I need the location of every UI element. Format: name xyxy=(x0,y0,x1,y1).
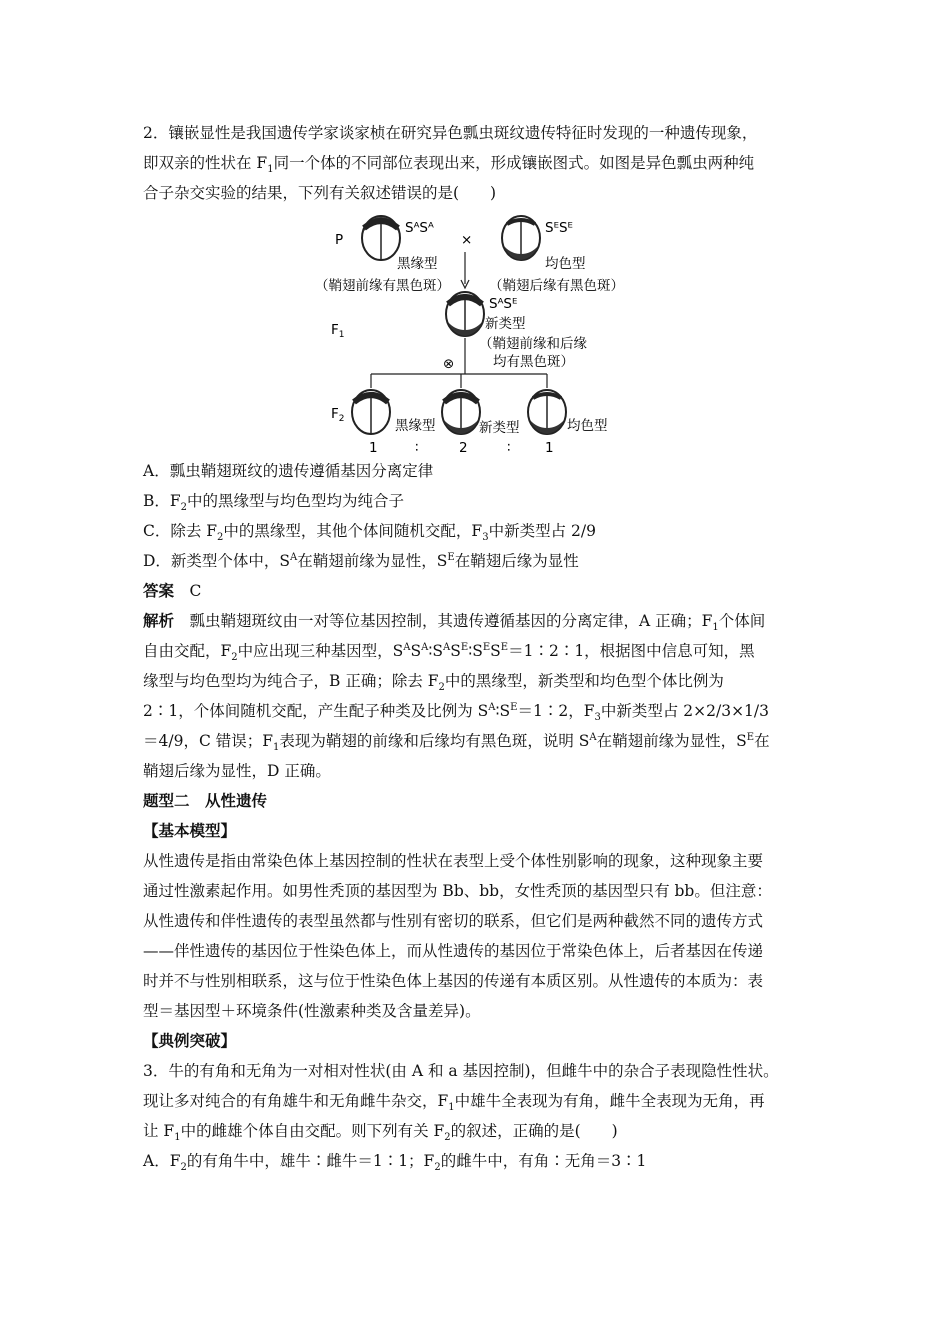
p2-genotype: SᴱSᴱ xyxy=(545,220,573,236)
q2-analysis-line1: 解析 瓢虫鞘翅斑纹由一对等位基因控制，其遗传遵循基因的分离定律，A 正确；$F_1$个体间 xyxy=(143,611,766,634)
q2-option-c: C．除去 $F_2$中的黑缘型，其他个体间随机交配，$F_3$中新类型占 2/9 xyxy=(143,522,596,544)
model-line-1: 从性遗传是指由常染色体上基因控制的性状在表型上受个体性别影响的现象，这种现象主要 xyxy=(143,852,764,870)
f1-ladybug-icon xyxy=(446,292,484,336)
f2-type2: 新类型 xyxy=(479,420,520,436)
ratio-1: 1 xyxy=(369,440,378,456)
f2-type3: 均色型 xyxy=(567,418,608,434)
q3-line2: 现让多对纯合的有角雄牛和无角雌牛杂交，$F_1$中雄牛全表现为有角，雌牛全表现为无角，再 xyxy=(143,1092,765,1114)
label-F1: $F_1$ xyxy=(331,322,345,340)
content xyxy=(143,118,823,1176)
p1-genotype: SᴬSᴬ xyxy=(405,220,434,236)
ratio-colon-1: ∶ xyxy=(415,440,419,456)
f1-genotype: SᴬSᴱ xyxy=(489,296,518,312)
p2-desc: （鞘翅后缘有黑色斑） xyxy=(489,278,624,294)
q2-option-b: B．$F_2$中的黑缘型与均色型均为纯合子 xyxy=(143,492,405,514)
basic-model-label: 【基本模型】 xyxy=(143,821,237,840)
ratio-3: 1 xyxy=(545,440,554,456)
q2-answer: 答案 C xyxy=(143,581,202,600)
q2-analysis-line3: 缘型与均色型均为纯合子，B 正确；除去 $F_2$中的黑缘型，新类型和均色型个体比例为 xyxy=(143,672,724,694)
model-line-2: 通过性激素起作用。如男性秃顶的基因型为 Bb、bb，女性秃顶的基因型只有 bb。但注意： xyxy=(143,882,772,900)
cross-symbol: × xyxy=(461,232,473,248)
label-F2: $F_2$ xyxy=(331,406,345,424)
model-line-6: 型＝基因型＋环境条件(性激素种类及含量差异)。 xyxy=(143,1002,481,1020)
q2-analysis-line4: 2∶1，个体间随机交配，产生配子种类及比例为 $S^A∶S^E=1∶2$，$F_3$中新类型占 2×2/3×1/3 xyxy=(143,701,769,724)
q2-stem-line2: 即双亲的性状在 $F_1$同一个体的不同部位表现出来，形成镶嵌图式。如图是异色瓢虫两种纯 xyxy=(143,154,755,176)
f2-uniform-ladybug-icon xyxy=(528,390,566,434)
q2-analysis-line5: ＝4/9，C 错误；$F_1$表现为鞘翅的前缘和后缘均有黑色斑，说明 $S^A$在鞘翅前缘为显性，$S^E$在 xyxy=(143,731,770,754)
f1-desc2: 均有黑色斑） xyxy=(493,354,574,370)
q3-line3: 让 $F_1$中的雌雄个体自由交配。则下列有关 $F_2$的叙述，正确的是( ) xyxy=(143,1122,618,1144)
q2-stem-line1: 2．镶嵌显性是我国遗传学家谈家桢在研究异色瓢虫斑纹遗传特征时发现的一种遗传现象， xyxy=(143,124,758,142)
selfing-symbol: ⊗ xyxy=(443,356,455,372)
f2-new-type-ladybug-icon xyxy=(442,390,480,434)
f1-type: 新类型 xyxy=(485,316,526,332)
example-label: 【典例突破】 xyxy=(143,1031,237,1050)
ratio-colon-2: ∶ xyxy=(507,440,511,456)
p2-type: 均色型 xyxy=(545,256,586,272)
q3-option-a: A．$F_2$的有角牛中，雄牛∶雌牛＝1∶1；$F_2$的雌牛中，有角∶无角＝3∶1 xyxy=(143,1152,647,1174)
parent1-ladybug-icon xyxy=(362,216,400,260)
cross-diagram xyxy=(143,210,823,456)
q2-analysis-line6: 鞘翅后缘为显性，D 正确。 xyxy=(143,762,331,780)
model-line-3: 从性遗传和伴性遗传的表型虽然都与性别有密切的联系，但它们是两种截然不同的遗传方式 xyxy=(143,912,764,930)
p1-type: 黑缘型 xyxy=(397,256,438,272)
p1-desc: （鞘翅前缘有黑色斑） xyxy=(315,278,450,294)
q2-analysis-line2: 自由交配，$F_2$中应出现三种基因型，$S^AS^A∶S^AS^E∶S^ES^E=1∶2∶1$，根据图中信息可知，黑 xyxy=(143,641,755,664)
ratio-2: 2 xyxy=(459,440,468,456)
f1-desc1: （鞘翅前缘和后缘 xyxy=(479,336,587,352)
q2-option-a: A．瓢虫鞘翅斑纹的遗传遵循基因分离定律 xyxy=(143,462,434,480)
q3-line1: 3．牛的有角和无角为一对相对性状(由 A 和 a 基因控制)，但雌牛中的杂合子表现隐性性状。 xyxy=(143,1062,779,1080)
f2-black-edge-ladybug-icon xyxy=(352,390,390,434)
model-line-5: 时并不与性别相联系，这与位于性染色体上基因的传递有本质区别。从性遗传的本质为：表 xyxy=(143,972,764,990)
label-P: P xyxy=(335,232,344,248)
f2-type1: 黑缘型 xyxy=(395,418,436,434)
parent2-ladybug-icon xyxy=(502,216,540,260)
q2-option-d: D．新类型个体中，$S^A$在鞘翅前缘为显性，$S^E$在鞘翅后缘为显性 xyxy=(143,551,579,570)
q2-stem-line3: 合子杂交实验的结果，下列有关叙述错误的是( ) xyxy=(143,184,497,202)
model-line-4: ——伴性遗传的基因位于性染色体上，而从性遗传的基因位于常染色体上，后者基因在传递 xyxy=(143,942,764,960)
section-title: 题型二 从性遗传 xyxy=(143,791,268,810)
